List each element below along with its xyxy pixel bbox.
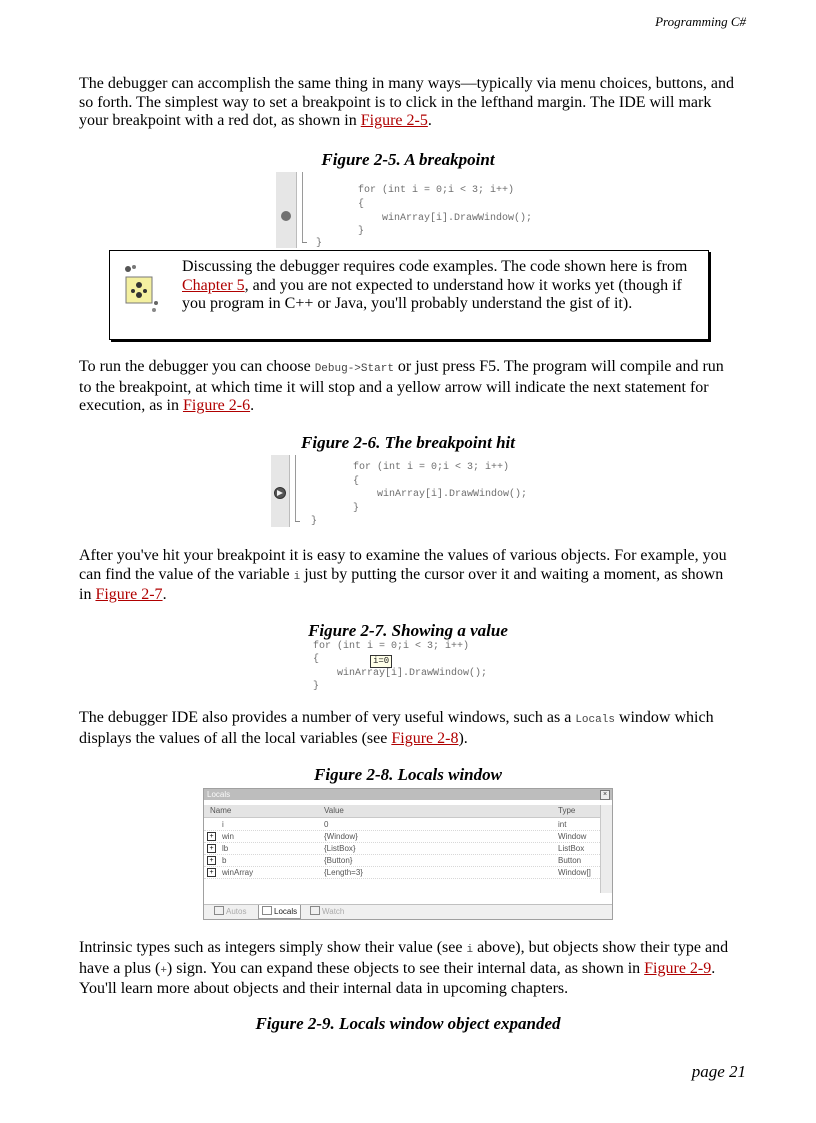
paragraph-text: Intrinsic types such as integers simply show their value (see bbox=[79, 939, 467, 956]
figure-2-9-caption: Figure 2-9. Locals window object expanded bbox=[255, 1014, 561, 1033]
paragraph-run-debugger bbox=[79, 358, 739, 416]
inline-code-debug-start: Debug->Start bbox=[314, 363, 394, 375]
expand-plus-icon[interactable]: + bbox=[207, 844, 216, 853]
figure-2-7-image bbox=[310, 641, 560, 697]
code-line: } bbox=[313, 681, 320, 692]
tab-label: Locals bbox=[274, 907, 298, 916]
inline-code-i: i bbox=[293, 570, 301, 583]
paragraph-text: ) sign. You can expand these objects to see their internal data, as shown in bbox=[166, 959, 645, 977]
code-line: winArray[i].DrawWindow(); bbox=[358, 213, 533, 224]
locals-icon bbox=[262, 906, 272, 915]
paragraph-text: The debugger IDE also provides a number of very useful windows, such as a bbox=[79, 709, 576, 726]
local-type: ListBox bbox=[558, 844, 585, 853]
local-value: 0 bbox=[324, 820, 329, 829]
table-row[interactable] bbox=[204, 819, 600, 831]
link-chapter-5[interactable]: Chapter 5 bbox=[182, 276, 245, 294]
inline-code-plus: + bbox=[160, 964, 167, 977]
paragraph-text: above), but objects show their type and have a plus ( bbox=[79, 939, 729, 977]
tab-locals[interactable] bbox=[258, 905, 301, 919]
local-type: Window[] bbox=[558, 868, 591, 877]
vertical-scrollbar[interactable] bbox=[600, 805, 612, 893]
code-line: } bbox=[353, 503, 360, 514]
column-header-value[interactable]: Value bbox=[324, 806, 344, 815]
code-line: { bbox=[353, 476, 360, 487]
paragraph-text: window which displays the values of all the local variables (see bbox=[79, 709, 714, 747]
outline-line bbox=[295, 455, 296, 521]
execution-arrow-icon bbox=[274, 487, 286, 499]
code-line: winArray[i].DrawWindow(); bbox=[313, 668, 488, 679]
paragraph-intrinsic-types bbox=[79, 939, 739, 999]
value-tooltip: i=0 bbox=[370, 655, 392, 668]
local-value: {ListBox} bbox=[324, 844, 356, 853]
autos-icon bbox=[214, 906, 224, 915]
local-type: int bbox=[558, 820, 567, 829]
paragraph-text: . You'll learn more about objects and their internal data in upcoming chapters. bbox=[79, 959, 716, 997]
paragraph-text: The debugger can accomplish the same thing in many ways—typically via menu choices, buttons, and so forth. The simplest way to set a breakpoint is to click in the lefthand margin. The IDE will mark your breakpoint with a red dot, as shown in bbox=[79, 75, 734, 129]
paragraph-locals-window bbox=[79, 709, 739, 748]
code-line: winArray[i].DrawWindow(); bbox=[353, 489, 528, 500]
column-header-name[interactable]: Name bbox=[210, 806, 232, 815]
table-row[interactable] bbox=[204, 843, 600, 855]
locals-window bbox=[203, 788, 613, 920]
inline-code-locals: Locals bbox=[575, 714, 615, 726]
tab-autos[interactable] bbox=[214, 905, 246, 919]
code-line: } bbox=[311, 516, 318, 527]
code-line: for (int i = 0;i < 3; i++) bbox=[313, 641, 470, 652]
column-header-type[interactable]: Type bbox=[558, 806, 576, 815]
figure-2-6-caption: Figure 2-6. The breakpoint hit bbox=[301, 433, 515, 452]
link-figure-2-6[interactable]: Figure 2-6 bbox=[182, 397, 251, 414]
page-number: page 21 bbox=[691, 1062, 746, 1081]
local-value: {Window} bbox=[324, 832, 358, 841]
breakpoint-dot-icon bbox=[281, 211, 291, 221]
locals-column-headers bbox=[204, 805, 612, 818]
paragraph-breakpoint-intro bbox=[79, 75, 739, 131]
code-line: } bbox=[316, 238, 323, 249]
locals-window-title: Locals bbox=[204, 789, 612, 800]
figure-2-5-caption: Figure 2-5. A breakpoint bbox=[321, 150, 495, 169]
local-type: Button bbox=[558, 856, 582, 865]
outline-tick bbox=[295, 521, 300, 522]
local-name: i bbox=[222, 820, 224, 829]
tab-label: Watch bbox=[322, 907, 345, 916]
code-line: { bbox=[313, 654, 320, 665]
link-figure-2-7[interactable]: Figure 2-7 bbox=[95, 586, 163, 603]
running-header: Programming C# bbox=[655, 14, 746, 29]
code-line: } bbox=[358, 226, 365, 237]
note-text-a: Discussing the debugger requires code examples. The code shown here is from bbox=[182, 258, 688, 275]
tab-watch[interactable] bbox=[310, 905, 344, 919]
paragraph-tail: . bbox=[427, 112, 432, 129]
outline-line bbox=[302, 172, 303, 242]
expand-plus-icon[interactable]: + bbox=[207, 868, 216, 877]
table-row[interactable] bbox=[204, 855, 600, 867]
local-value: {Button} bbox=[324, 856, 353, 865]
note-box bbox=[109, 250, 709, 340]
local-value: {Length=3} bbox=[324, 868, 363, 877]
close-icon[interactable]: × bbox=[600, 790, 610, 800]
expand-plus-icon[interactable]: + bbox=[207, 856, 216, 865]
figure-2-8-caption: Figure 2-8. Locals window bbox=[314, 765, 502, 784]
expand-plus-icon[interactable]: + bbox=[207, 832, 216, 841]
paragraph-text: just by putting the cursor over it and waiting a moment, as shown in bbox=[79, 565, 724, 603]
link-figure-2-5[interactable]: Figure 2-5 bbox=[360, 112, 428, 129]
paragraph-tail: . bbox=[162, 586, 167, 603]
figure-2-7-caption: Figure 2-7. Showing a value bbox=[308, 621, 508, 640]
paragraph-tail: ). bbox=[458, 729, 468, 747]
local-type: Window bbox=[558, 832, 587, 841]
figure-2-6-image bbox=[271, 455, 551, 527]
code-line: { bbox=[358, 199, 365, 210]
local-name: b bbox=[222, 856, 227, 865]
editor-gutter bbox=[276, 172, 297, 248]
tab-label: Autos bbox=[226, 907, 247, 916]
paragraph-examine-values bbox=[79, 547, 739, 605]
note-text-b: , and you are not expected to understand how it works yet (though if you program in C++ or Java, you'll probably understand the gist of it). bbox=[182, 276, 682, 312]
outline-tick bbox=[302, 242, 307, 243]
debug-window-tabs bbox=[204, 904, 612, 919]
paragraph-text: or just press F5. The program will compile and run to the breakpoint, at which time it will stop and a yellow arrow will indicate the next statement for execution, as in bbox=[79, 358, 724, 414]
local-name: winArray bbox=[222, 868, 254, 877]
table-row[interactable] bbox=[204, 831, 600, 843]
code-line: for (int i = 0;i < 3; i++) bbox=[358, 185, 515, 196]
inline-code-i: i bbox=[466, 944, 474, 956]
link-figure-2-9[interactable]: Figure 2-9 bbox=[644, 959, 712, 977]
paragraph-tail: . bbox=[250, 397, 255, 414]
local-name: win bbox=[222, 832, 235, 841]
note-paw-icon bbox=[120, 263, 160, 313]
code-line: for (int i = 0;i < 3; i++) bbox=[353, 462, 510, 473]
watch-icon bbox=[310, 906, 320, 915]
figure-2-5-image bbox=[276, 172, 556, 248]
table-row[interactable] bbox=[204, 867, 600, 879]
link-figure-2-8[interactable]: Figure 2-8 bbox=[391, 729, 459, 747]
note-text bbox=[182, 258, 697, 314]
local-name: lb bbox=[222, 844, 229, 853]
paragraph-text: After you've hit your breakpoint it is easy to examine the values of various objects. For example, you can find the value of the variable bbox=[79, 547, 727, 583]
paragraph-text: To run the debugger you can choose bbox=[79, 358, 315, 375]
